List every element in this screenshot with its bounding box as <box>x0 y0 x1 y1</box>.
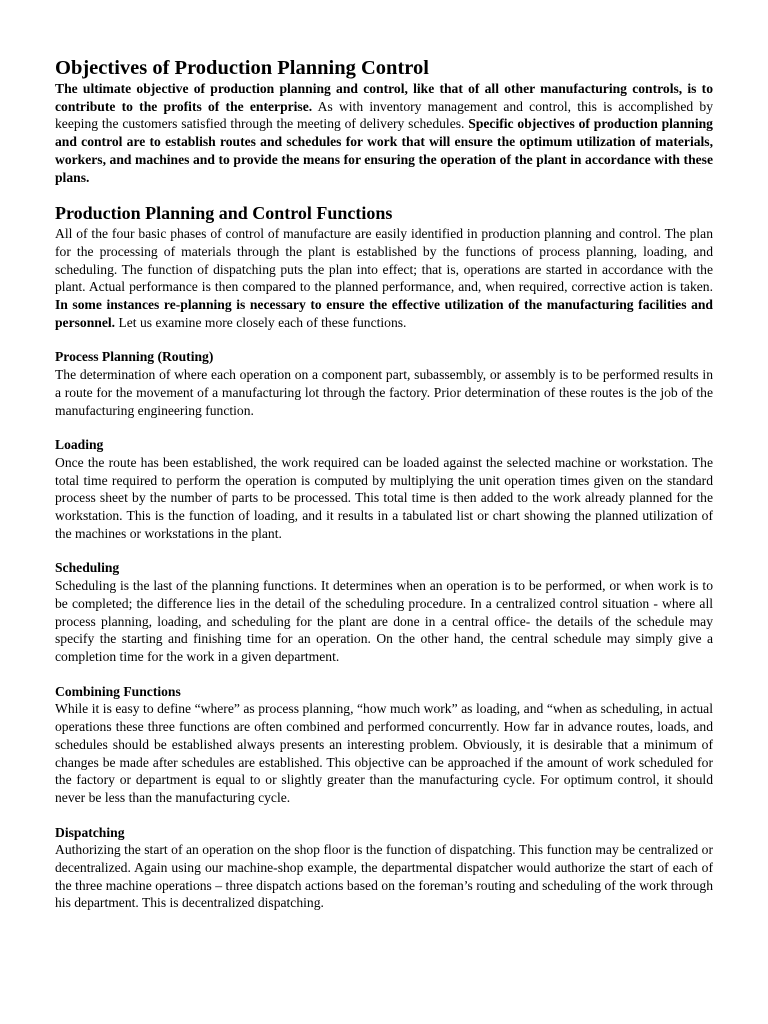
page-title: Objectives of Production Planning Control <box>55 57 429 79</box>
section-body-dispatching: Authorizing the start of an operation on the shop floor is the function of dispatching. This function may be centralized or decentralized. Again using our machine-shop example, the departmental dispatcher would authorize the start of each of the three machine operations – three dispatch actions based on the foreman’s routing and scheduling of the work through his department. This is decentralized dispatching. <box>55 842 713 911</box>
section-heading-combining: Combining Functions <box>55 683 181 699</box>
intro-bold-objectives: Specific objectives of production planning and control are to establish routes and schedules for work that will ensure the optimum utilization of materials, workers, and machines and to provide the means for ensuring the operation of the plant in accordance with these plans. <box>55 116 713 185</box>
section-body-scheduling: Scheduling is the last of the planning functions. It determines when an operation is to be performed, or when work is to be completed; the difference lies in the detail of the scheduling procedure. In a centralized control situation - where all process planning, loading, and scheduling for the plant are done in a central office- the details of the schedule may specify the starting and finishing time for an operation. On the other hand, the central schedule may simply give a completion time for the work in a given department. <box>55 578 713 664</box>
intro-bold-lead: The ultimate objective of production planning and control, like that of all other manufacturing controls, is to contribute to the profits of the enterprise. <box>55 81 713 114</box>
intro-paragraph <box>55 80 713 186</box>
section-heading-loading: Loading <box>55 437 104 453</box>
functions-bold: In some instances re-planning is necessary to ensure the effective utilization of the manufacturing facilities and personnel. <box>55 297 713 330</box>
section-body-routing: The determination of where each operation on a component part, subassembly, or assembly is to be performed results in a route for the movement of a manufacturing lot through the factory. Prior determination of these routes is the job of the manufacturing engineering function. <box>55 367 713 418</box>
functions-text-end: Let us examine more closely each of these functions. <box>115 314 407 330</box>
section-heading-scheduling: Scheduling <box>55 560 120 576</box>
section-body-loading: Once the route has been established, the work required can be loaded against the selected machine or workstation. The total time required to perform the operation is computed by multiplying the unit operation times given on the standard process sheet by the number of parts to be processed. This total time is then added to the work already planned for the workstation. This is the function of loading, and it results in a tabulated list or chart showing the planned utilization of the machines or workstations in the plant. <box>55 454 713 541</box>
section-heading-dispatching: Dispatching <box>55 824 125 840</box>
intro-text: As with inventory management and control, this is accomplished by keeping the customers satisfied through the meeting of delivery schedules. <box>55 98 713 132</box>
functions-text: All of the four basic phases of control of manufacture are easily identified in production planning and control. The plan for the processing of materials through the plant is established by the functions of process planning, loading, and scheduling. The function of dispatching puts the plan into effect; that is, operations are started in accordance with the plant. Actual performance is then compared to the planned performance, and, when required, corrective action is taken. <box>55 226 713 295</box>
functions-paragraph <box>55 225 713 331</box>
section-body-combining: While it is easy to define “where” as process planning, “how much work” as loading, and “when as scheduling, in actual operations these three functions are often combined and performed concurrently. How far in advance routes, loads, and schedules should be established always presents an interesting problem. Obviously, it is desirable that a minimum of changes be made after schedules are established. This objective can be approached if the amount of work scheduled for the factory or department is equal to or slightly greater than the manufacturing cycle. For optimum control, it should never be less than the manufacturing cycle. <box>55 701 713 805</box>
functions-heading: Production Planning and Control Functions <box>55 203 393 224</box>
section-heading-routing: Process Planning (Routing) <box>55 349 214 365</box>
